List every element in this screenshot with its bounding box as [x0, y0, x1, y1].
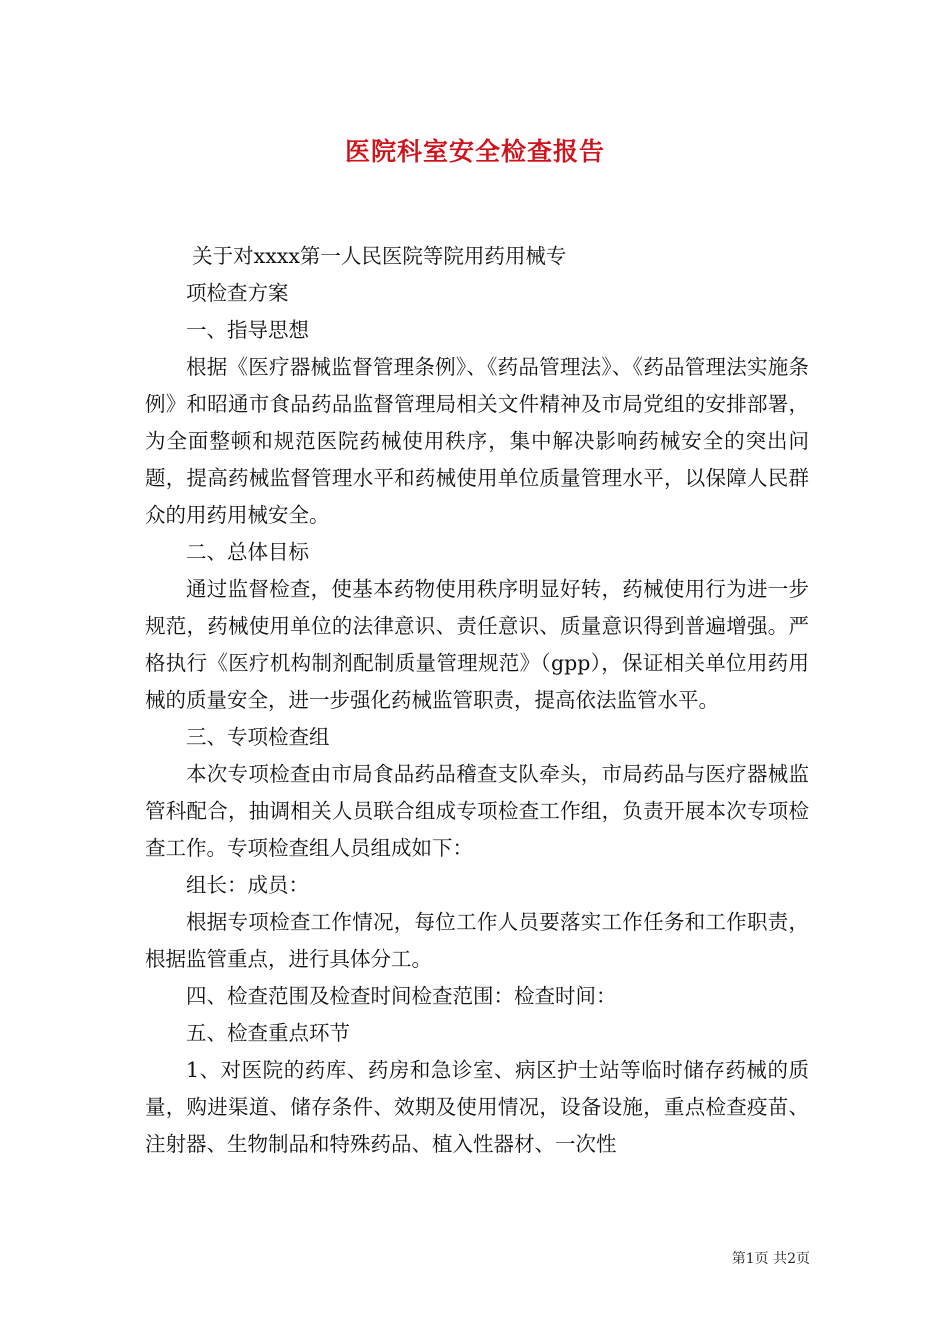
paragraph-3: 根据《医疗器械监督管理条例》、《药品管理法》、《药品管理法实施条例》和昭通市食品药品监督管理局相关文件精神及市局党组的安排部署，为全面整顿和规范医院药械使用秩序，集中解决影响药械安全的突出问题，提高药械监督管理水平和药械使用单位质量管理水平，以保障人民群众的用药用械安全。: [145, 355, 809, 527]
page-number: 第1页 共2页: [731, 1251, 810, 1267]
section-heading-4: 四、检查范围及检查时间检查范围：检查时间：: [186, 984, 617, 1008]
paragraph-5: 本次专项检查由市局食品药品稽查支队牵头，市局药品与医疗器械监管科配合，抽调相关人员联合组成专项检查工作组，负责开展本次专项检查工作。专项检查组人员组成如下：: [145, 762, 809, 860]
document-body: [145, 238, 809, 1163]
paragraph-6: 组长：成员：: [186, 873, 309, 897]
section-heading-3: 三、专项检查组: [186, 725, 330, 749]
paragraph-2: 项检查方案: [186, 281, 289, 305]
paragraph-7: 根据专项检查工作情况，每位工作人员要落实工作任务和工作职责，根据监管重点，进行具体分工。: [145, 910, 809, 971]
paragraph-1: 关于对xxxx第一人民医院等院用药用械专: [192, 244, 567, 268]
paragraph-4: 通过监督检查，使基本药物使用秩序明显好转，药械使用行为进一步规范，药械使用单位的法律意识、责任意识、质量意识得到普遍增强。严格执行《医疗机构制剂配制质量管理规范》（gpp），保证相关单位用药用械的质量安全，进一步强化药械监管职责，提高依法监管水平。: [145, 577, 809, 712]
document-title: 医院科室安全检查报告: [344, 137, 605, 166]
section-heading-2: 二、总体目标: [186, 540, 309, 564]
paragraph-8: 1、对医院的药库、药房和急诊室、病区护士站等临时储存药械的质量，购进渠道、储存条件、效期及使用情况，设备设施，重点检查疫苗、注射器、生物制品和特殊药品、植入性器材、一次性: [145, 1058, 809, 1156]
section-heading-1: 一、指导思想: [186, 318, 309, 342]
section-heading-5: 五、检查重点环节: [186, 1021, 350, 1045]
